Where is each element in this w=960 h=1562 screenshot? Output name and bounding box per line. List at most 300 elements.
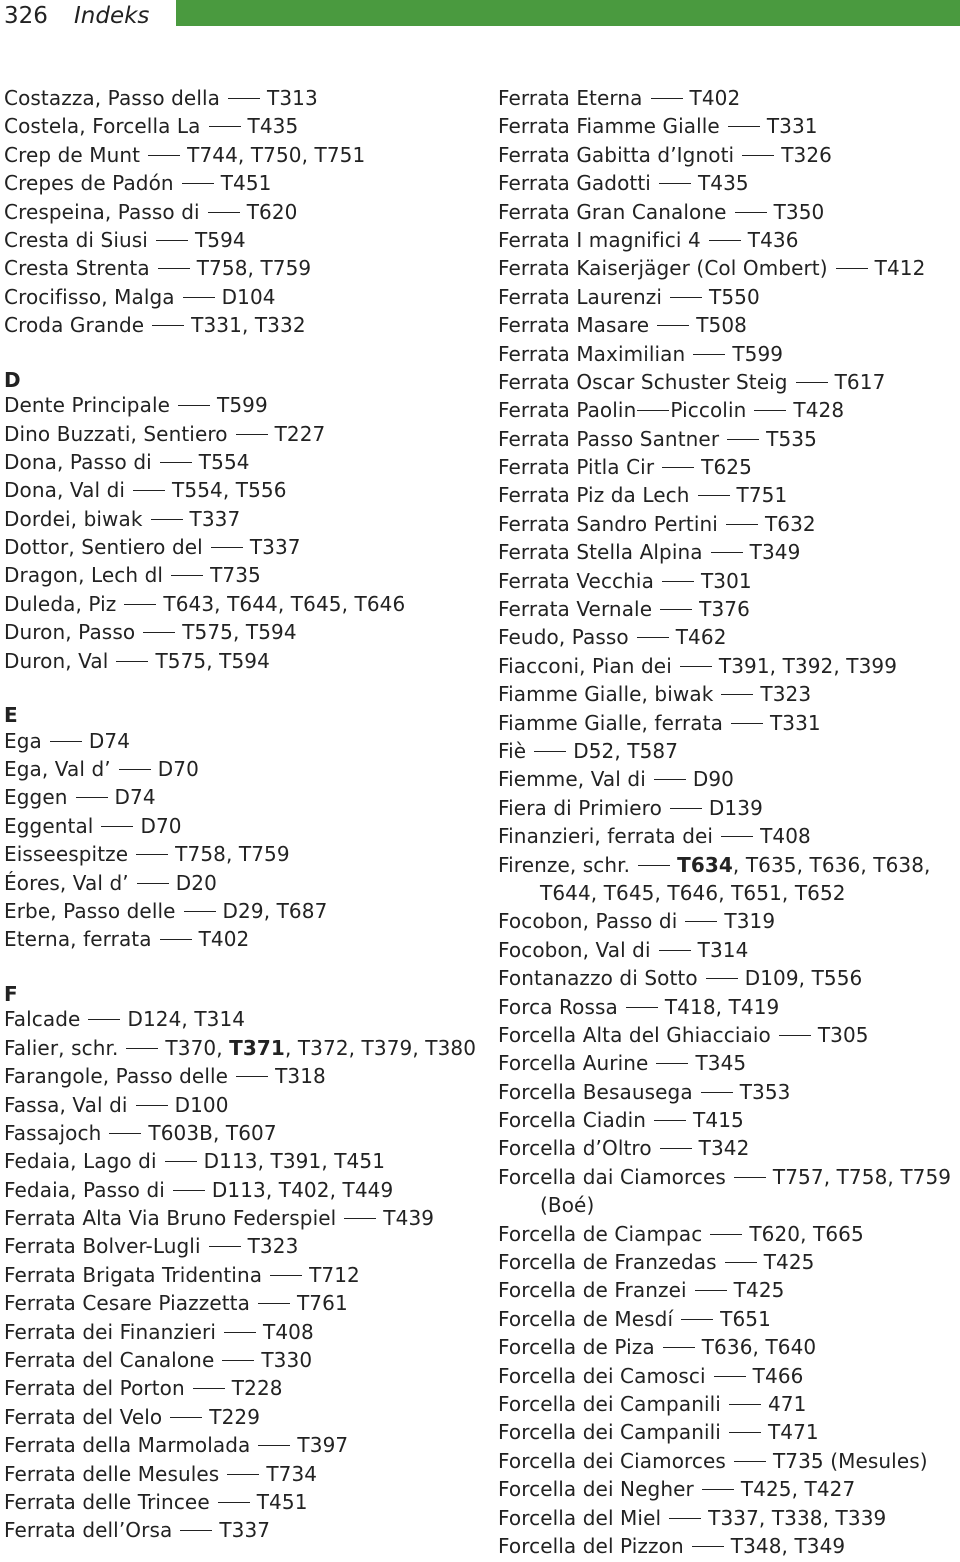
- dash-rule: [218, 1502, 250, 1503]
- entry-name: Ferrata dell’Orsa: [4, 1518, 173, 1543]
- dash-rule: [729, 1404, 761, 1405]
- entry-name: Eisseespitze: [4, 842, 129, 867]
- dash-rule: [638, 865, 670, 866]
- dash-rule: [136, 1105, 168, 1106]
- entry-name: Forcella dei Negher: [498, 1477, 694, 1502]
- dash-rule: [165, 1161, 197, 1162]
- dash-rule: [681, 1319, 713, 1320]
- entry-refs: D52, T587: [573, 738, 679, 763]
- entry-refs: T617: [834, 369, 886, 394]
- entry-name: Dragon, Lech dl: [4, 563, 164, 588]
- entry-name: Ferrata della Marmolada: [4, 1433, 251, 1458]
- entry-refs: T712: [309, 1262, 360, 1287]
- entry-name: Forcella de Ciampac: [498, 1221, 703, 1246]
- dash-rule: [706, 978, 738, 979]
- entry-refs: T425: [763, 1250, 815, 1275]
- entry-name: Finanzieri, ferrata dei: [498, 824, 714, 849]
- dash-rule: [101, 826, 133, 827]
- entry-name: Forcella Aurine: [498, 1051, 649, 1076]
- dash-rule: [680, 666, 712, 667]
- index-entry: [4, 1062, 484, 1090]
- index-entry: [4, 1147, 484, 1175]
- index-group: [498, 84, 958, 396]
- dash-rule: [695, 1290, 727, 1291]
- entry-name: Ferrata delle Trincee: [4, 1489, 210, 1514]
- entry-name: Fedaia, Lago di: [4, 1149, 157, 1174]
- index-entry: [498, 198, 958, 226]
- index-entry: [498, 1362, 958, 1390]
- index-entry: [498, 1447, 958, 1475]
- entry-name: Fontanazzo di Sotto: [498, 966, 698, 991]
- entry-refs: T353: [739, 1079, 791, 1104]
- entry-name: Ferrata Alta Via Bruno Federspiel: [4, 1206, 337, 1231]
- entry-name: Costazza, Passo della: [4, 86, 221, 110]
- entry-name: Forca Rossa: [498, 994, 618, 1019]
- entry-name: Éores, Val d’: [4, 870, 129, 895]
- dash-rule: [183, 297, 215, 298]
- index-entry: [4, 1403, 484, 1431]
- entry-refs: T508: [696, 313, 747, 338]
- entry-name: Eggen: [4, 785, 68, 810]
- index-entry: [4, 1488, 484, 1516]
- entry-refs: T349: [749, 540, 801, 565]
- dash-rule: [659, 950, 691, 951]
- dash-rule: [137, 883, 169, 884]
- index-column-left: [4, 84, 484, 1545]
- entry-name: Ferrata Gadotti: [498, 171, 651, 196]
- entry-name: Forcella d’Oltro: [498, 1136, 652, 1161]
- entry-refs: T418, T419: [664, 994, 780, 1019]
- entry-name: Forcella dei Camosci: [498, 1363, 706, 1388]
- dash-rule: [727, 439, 759, 440]
- index-entry: [498, 794, 958, 822]
- index-entry: [498, 1078, 958, 1106]
- dash-rule: [236, 1076, 268, 1077]
- index-entry: [498, 993, 958, 1021]
- entry-name: Forcella Besausega: [498, 1079, 693, 1104]
- entry-name: Ferrata Paolin: [498, 398, 637, 423]
- entry-refs: T550: [709, 284, 760, 309]
- index-entry: [4, 755, 484, 783]
- entry-name: Forcella Ciadin: [498, 1108, 647, 1133]
- entry-continuation: T644, T645, T646, T651, T652: [540, 880, 846, 905]
- entry-name: Forcella de Mesdí: [498, 1306, 674, 1331]
- index-group: [498, 1220, 958, 1561]
- entry-refs: T345: [695, 1051, 747, 1076]
- page-header: [0, 0, 960, 34]
- entry-refs: D70: [140, 813, 182, 838]
- dash-rule: [725, 1262, 757, 1263]
- entry-name: Dona, Val di: [4, 478, 126, 503]
- entry-refs: T428: [793, 398, 845, 423]
- entry-name: Ferrata del Velo: [4, 1404, 163, 1429]
- entry-refs: T758, T759: [196, 256, 312, 281]
- entry-name: Dona, Passo di: [4, 449, 152, 474]
- entry-refs: T554: [198, 449, 250, 474]
- entry-name: Ferrata del Porton: [4, 1376, 185, 1401]
- entry-refs: T751: [736, 483, 788, 508]
- entry-name: Forcella del Miel: [498, 1505, 662, 1530]
- index-entry: [4, 448, 484, 476]
- dash-rule: [685, 921, 717, 922]
- entry-name: Cresta Strenta: [4, 256, 150, 281]
- dash-rule: [656, 1063, 688, 1064]
- entry-name: Ferrata Bolver-Lugli: [4, 1234, 201, 1259]
- dash-rule: [178, 405, 210, 406]
- dash-rule: [721, 836, 753, 837]
- index-entry: [4, 1119, 484, 1147]
- index-entry: [4, 1289, 484, 1317]
- entry-refs: T535: [766, 426, 817, 451]
- dash-rule: [754, 410, 786, 411]
- entry-refs: T301: [700, 568, 752, 593]
- index-entry: [4, 1034, 484, 1062]
- index-entry: [498, 169, 958, 197]
- entry-name: Farangole, Passo delle: [4, 1064, 229, 1089]
- entry-refs: T554, T556: [172, 478, 287, 503]
- dash-rule: [160, 939, 192, 940]
- entry-name: Ferrata del Canalone: [4, 1348, 215, 1373]
- index-entry: [4, 141, 484, 169]
- entry-refs: T643, T644, T645, T646: [163, 591, 406, 616]
- entry-name: Ferrata Vecchia: [498, 568, 654, 593]
- entry-name: Duleda, Piz: [4, 591, 117, 616]
- dash-rule: [160, 462, 192, 463]
- index-entry: [498, 623, 958, 651]
- entry-refs: D74: [114, 785, 156, 810]
- dash-rule: [182, 183, 214, 184]
- dash-rule: [227, 1474, 259, 1475]
- index-entry: [498, 652, 958, 680]
- entry-name: Fiacconi, Pian dei: [498, 653, 672, 678]
- index-entry: [498, 1163, 958, 1220]
- entry-refs: D29, T687: [222, 898, 328, 923]
- index-entry: [4, 1091, 484, 1119]
- index-entry: [498, 510, 958, 538]
- dash-rule: [836, 268, 868, 269]
- entry-refs: D20: [175, 870, 217, 895]
- dash-rule: [663, 1347, 695, 1348]
- entry-name: Croda Grande: [4, 313, 145, 338]
- entry-refs: T651: [720, 1306, 771, 1331]
- section-letter: E: [4, 703, 18, 728]
- dash-rule: [184, 911, 216, 912]
- entry-refs: T425: [733, 1278, 785, 1303]
- index-entry: [4, 647, 484, 675]
- entry-refs: T319: [724, 909, 776, 934]
- entry-refs: T370,: [165, 1035, 230, 1060]
- index-entry: [498, 453, 958, 481]
- entry-refs: T575, T594: [155, 648, 270, 673]
- page-number: 326: [4, 3, 48, 29]
- entry-refs: D124, T314: [127, 1007, 246, 1032]
- dash-rule: [742, 155, 774, 156]
- entry-name: Fiemme, Val di: [498, 767, 646, 792]
- index-entry: [498, 340, 958, 368]
- entry-refs: T439: [383, 1206, 435, 1231]
- entry-ref-main: T634: [677, 852, 733, 877]
- entry-refs: T397: [297, 1433, 349, 1458]
- entry-refs: T402: [198, 927, 250, 952]
- entry-name: Focobon, Val di: [498, 937, 651, 962]
- entry-name: Dente Principale: [4, 393, 171, 418]
- dash-rule: [698, 495, 730, 496]
- page-title: Indeks: [74, 3, 150, 29]
- index-entry: [498, 907, 958, 935]
- index-group: [4, 84, 484, 340]
- index-entry: [498, 112, 958, 140]
- dash-rule: [258, 1445, 290, 1446]
- entry-refs: T350: [773, 199, 825, 224]
- entry-refs: T594: [194, 227, 246, 252]
- section-letter: D: [4, 367, 21, 392]
- dash-rule: [659, 183, 691, 184]
- dash-rule: [124, 604, 156, 605]
- entry-refs: D90: [692, 767, 735, 792]
- entry-refs: T757, T758, T759: [772, 1164, 952, 1189]
- index-entry: [498, 368, 958, 396]
- index-entry: [498, 141, 958, 169]
- dash-rule: [710, 1234, 742, 1235]
- entry-name: Crepes de Padón: [4, 171, 174, 196]
- index-group: [4, 391, 484, 675]
- index-entry: [4, 476, 484, 504]
- entry-name: Focobon, Passo di: [498, 909, 678, 934]
- entry-refs: T735 (Mesules): [772, 1448, 928, 1473]
- entry-name: Falcade: [4, 1007, 81, 1032]
- dash-rule: [702, 1489, 734, 1490]
- entry-name: Forcella dai Ciamorces: [498, 1164, 726, 1189]
- entry-name: Ferrata Masare: [498, 313, 650, 338]
- dash-rule: [662, 467, 694, 468]
- entry-name: Dottor, Sentiero del: [4, 535, 203, 560]
- entry-name: Ferrata Stella Alpina: [498, 540, 703, 565]
- index-column-right: [498, 84, 958, 1560]
- entry-refs: , T635, T636, T638,: [732, 852, 931, 877]
- entry-name: Ferrata Maximilian: [498, 341, 686, 366]
- index-entry: [4, 1431, 484, 1459]
- entry-refs: T391, T392, T399: [718, 653, 898, 678]
- index-entry: [498, 709, 958, 737]
- entry-name: Ferrata Piz da Lech: [498, 483, 690, 508]
- dash-rule: [729, 1432, 761, 1433]
- index-entry: [4, 254, 484, 282]
- entry-name: Dordei, biwak: [4, 506, 143, 531]
- section-letter: F: [4, 981, 18, 1006]
- dash-rule: [151, 519, 183, 520]
- entry-name: Forcella de Franzei: [498, 1278, 687, 1303]
- dash-rule: [211, 547, 243, 548]
- dash-rule: [637, 410, 669, 411]
- entry-refs: T744, T750, T751: [187, 142, 366, 167]
- entry-name: Ferrata delle Mesules: [4, 1461, 220, 1486]
- entry-name: Eterna, ferrata: [4, 927, 152, 952]
- entry-refs: T471: [767, 1420, 819, 1445]
- dash-rule: [657, 325, 689, 326]
- entry-refs: T415: [693, 1108, 744, 1133]
- index-entry: [498, 84, 958, 112]
- index-entry: [4, 1261, 484, 1289]
- entry-refs: D104: [221, 284, 276, 309]
- index-entry: [498, 481, 958, 509]
- dash-rule: [693, 354, 725, 355]
- index-entry: [4, 561, 484, 589]
- dash-rule: [180, 1530, 212, 1531]
- dash-rule: [133, 490, 165, 491]
- entry-refs: T620: [246, 199, 298, 224]
- entry-name: Ferrata Cesare Piazzetta: [4, 1291, 250, 1316]
- index-entry: [4, 783, 484, 811]
- entry-continuation: (Boé): [540, 1193, 595, 1218]
- entry-refs: T599: [217, 393, 268, 418]
- entry-refs: T331, T332: [191, 313, 306, 338]
- entry-name: Crep de Munt: [4, 142, 141, 167]
- entry-refs: T337, T338, T339: [708, 1505, 887, 1530]
- dash-rule: [637, 637, 669, 638]
- index-entry: [4, 869, 484, 897]
- dash-rule: [173, 1190, 205, 1191]
- dash-rule: [779, 1035, 811, 1036]
- entry-name: Cresta di Siusi: [4, 227, 148, 252]
- entry-refs: D74: [88, 728, 131, 753]
- index-entry: [498, 1504, 958, 1532]
- entry-refs: T337: [189, 506, 241, 531]
- index-entry: [4, 169, 484, 197]
- index-entry: [4, 840, 484, 868]
- entry-refs: T337: [219, 1518, 271, 1543]
- dash-rule: [660, 1148, 692, 1149]
- entry-name: Ferrata Gabitta d’Ignoti: [498, 142, 735, 167]
- entry-refs: D100: [174, 1092, 229, 1117]
- entry-refs: T326: [781, 142, 832, 167]
- index-entry: [4, 590, 484, 618]
- entry-refs: D70: [157, 757, 199, 781]
- index-entry: [498, 226, 958, 254]
- entry-name: Ega, Val d’: [4, 757, 111, 781]
- entry-name: Ferrata Passo Santner: [498, 426, 720, 451]
- entry-name: Ferrata Fiamme Gialle: [498, 114, 720, 139]
- entry-refs: T331: [766, 114, 818, 139]
- dash-rule: [734, 1177, 766, 1178]
- index-entry: [4, 1176, 484, 1204]
- entry-name: Dino Buzzati, Sentiero: [4, 421, 228, 446]
- entry-name: Fassajoch: [4, 1120, 102, 1145]
- index-entry: [4, 1460, 484, 1488]
- entry-refs: T314: [697, 937, 749, 962]
- dash-rule: [136, 854, 168, 855]
- dash-rule: [654, 1120, 686, 1121]
- dash-rule: [119, 769, 151, 770]
- index-entry: [4, 391, 484, 419]
- dash-rule: [50, 741, 82, 742]
- entry-refs: T462: [675, 625, 727, 650]
- entry-refs: D139: [708, 795, 763, 820]
- entry-refs: T318: [275, 1064, 326, 1089]
- entry-name: Fassa, Val di: [4, 1092, 128, 1117]
- index-group: [4, 1062, 484, 1545]
- dash-rule: [126, 1048, 158, 1049]
- index-entry: [498, 1021, 958, 1049]
- header-color-bar: [176, 0, 960, 26]
- index-entry: [4, 1346, 484, 1374]
- entry-refs: T632: [764, 511, 816, 536]
- entry-name: Ferrata Kaiserjäger (Col Ombert): [498, 256, 828, 281]
- entry-name: Firenze, schr.: [498, 852, 631, 877]
- entry-refs: T734: [266, 1461, 318, 1486]
- entry-name: Ferrata Vernale: [498, 597, 653, 622]
- index-entry: [498, 283, 958, 311]
- dash-rule: [258, 1303, 290, 1304]
- entry-refs: T599: [732, 341, 784, 366]
- entry-refs: T337: [249, 535, 301, 560]
- index-entry: [498, 765, 958, 793]
- entry-refs: D113, T402, T449: [211, 1177, 394, 1202]
- index-entry: [4, 618, 484, 646]
- dash-rule: [76, 797, 108, 798]
- entry-refs: T331: [769, 710, 821, 735]
- entry-refs: T408: [263, 1319, 314, 1344]
- entry-refs: T758, T759: [175, 842, 290, 867]
- index-entry: [4, 1374, 484, 1402]
- index-entry: [4, 505, 484, 533]
- index-entry: [498, 1305, 958, 1333]
- index-entry: [498, 1418, 958, 1446]
- index-group: [4, 727, 484, 954]
- entry-name: Ega: [4, 728, 42, 753]
- dash-rule: [222, 1360, 254, 1361]
- index-entry: [4, 1005, 484, 1033]
- entry-refs: 471: [767, 1392, 807, 1416]
- index-entry: [498, 311, 958, 339]
- dash-rule: [344, 1218, 376, 1219]
- index-entry: [4, 420, 484, 448]
- dash-rule: [208, 212, 240, 213]
- index-entry: [4, 1232, 484, 1260]
- index-group: [498, 907, 958, 1163]
- entry-name: Ferrata dei Finanzieri: [4, 1319, 216, 1344]
- dash-rule: [692, 1546, 724, 1547]
- dash-rule: [731, 723, 763, 724]
- dash-rule: [109, 1133, 141, 1134]
- index-entry: [498, 595, 958, 623]
- entry-name: Crespeina, Passo di: [4, 199, 200, 224]
- index-entry: [4, 727, 484, 755]
- entry-refs: , T372, T379, T380: [284, 1035, 477, 1060]
- dash-rule: [735, 212, 767, 213]
- entry-refs: T625: [701, 455, 752, 480]
- entry-name: Fiamme Gialle, biwak: [498, 682, 714, 707]
- entry-refs: T228: [231, 1376, 283, 1401]
- entry-name: Ferrata Gran Canalone: [498, 199, 727, 224]
- index-entry: [4, 925, 484, 953]
- entry-name: Ferrata Oscar Schuster Steig: [498, 369, 788, 394]
- entry-refs: T229: [209, 1404, 261, 1429]
- index-entry: [498, 851, 958, 908]
- index-entry: [498, 567, 958, 595]
- index-entry: [498, 1248, 958, 1276]
- entry-name: Feudo, Passo: [498, 625, 629, 650]
- entry-refs: T575, T594: [182, 620, 297, 645]
- dash-rule: [709, 240, 741, 241]
- index-entry: [498, 1333, 958, 1361]
- entry-name: Forcella del Pizzon: [498, 1533, 684, 1558]
- entry-name: Forcella de Franzedas: [498, 1250, 717, 1275]
- dash-rule: [662, 581, 694, 582]
- index-entry: [498, 1134, 958, 1162]
- entry-name: Piccolin: [670, 398, 747, 423]
- entry-refs: T451: [256, 1489, 308, 1514]
- entry-refs: T313: [267, 86, 318, 110]
